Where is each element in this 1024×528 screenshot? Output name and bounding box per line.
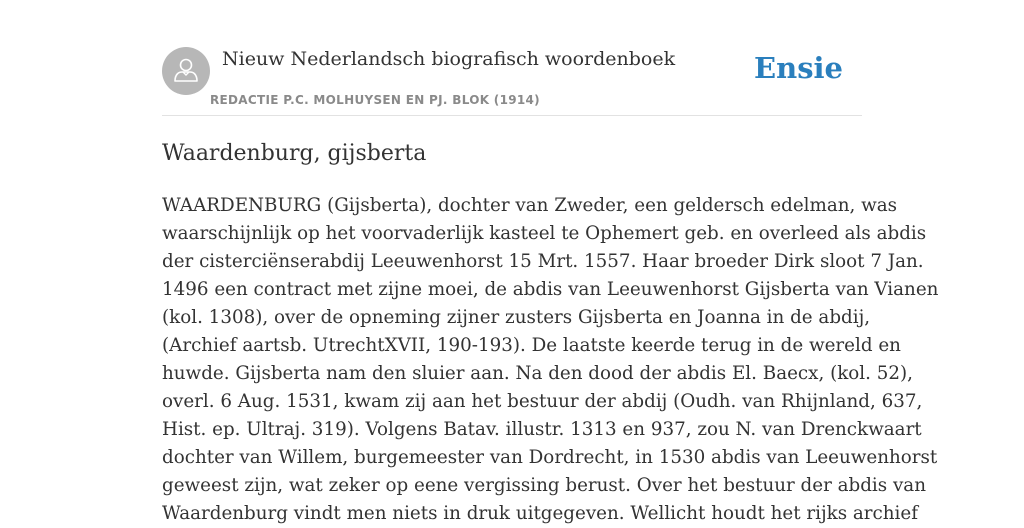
ensie-logo[interactable]: Ensie — [754, 51, 843, 85]
article-line: Waardenburg vindt men niets in druk uitgegeven. Wellicht houdt het rijks archief — [162, 503, 918, 524]
article-line: waarschijnlijk op het voorvaderlijk kasteel te Ophemert geb. en overleed als abdis — [162, 223, 927, 244]
source-header — [162, 46, 862, 116]
article-line: der cisterciënserabdij Leeuwenhorst 15 Mrt. 1557. Haar broeder Dirk sloot 7 Jan. — [162, 251, 924, 272]
article-line: overl. 6 Aug. 1531, kwam zij aan het bestuur der abdij (Oudh. van Rhijnland, 637, — [162, 391, 923, 412]
editors-credit: REDACTIE P.C. MOLHUYSEN EN PJ. BLOK (1914) — [210, 93, 540, 107]
article-title: Waardenburg, gijsberta — [162, 141, 427, 166]
article-line: Hist. ep. Ultraj. 319). Volgens Batav. illustr. 1313 en 937, zou N. van Drenckwaart — [162, 419, 922, 440]
article-line: WAARDENBURG (Gijsberta), dochter van Zweder, een geldersch edelman, was — [162, 195, 898, 216]
article-line: dochter van Willem, burgemeester van Dordrecht, in 1530 abdis van Leeuwenhorst — [162, 447, 938, 468]
book-title[interactable]: Nieuw Nederlandsch biografisch woordenboek — [222, 48, 676, 70]
article-line: 1496 een contract met zijne moei, de abdis van Leeuwenhorst Gijsberta van Vianen — [162, 279, 939, 300]
article-line: geweest zijn, wat zeker op eene vergissing berust. Over het bestuur der abdis van — [162, 475, 926, 496]
article-line: (Archief aartsb. UtrechtXVII, 190-193). De laatste keerde terug in de wereld en — [162, 335, 901, 356]
article-body — [162, 192, 939, 528]
article-line: (kol. 1308), over de opneming zijner zusters Gijsberta en Joanna in de abdij, — [162, 307, 871, 328]
article-line: huwde. Gijsberta nam den sluier aan. Na den dood der abdis El. Baecx, (kol. 52), — [162, 363, 913, 384]
header-divider — [162, 115, 862, 116]
user-avatar-icon — [162, 47, 210, 95]
